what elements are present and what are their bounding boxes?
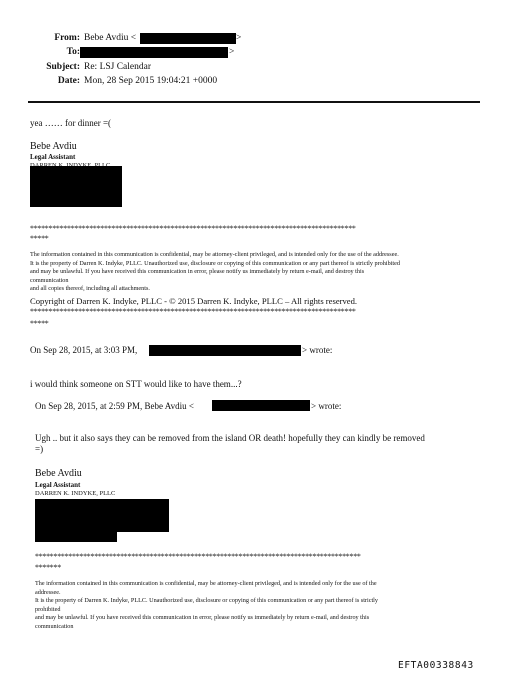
quote1-prefix: On Sep 28, 2015, at 3:03 PM, — [30, 345, 138, 355]
disclaimer1-line-5: and all copies thereof, including all attachments. — [30, 285, 150, 293]
from-label: From: — [54, 33, 80, 43]
quote2-prefix: On Sep 28, 2015, at 2:59 PM, Bebe Avdiu < — [35, 401, 194, 411]
subject-label: Subject: — [46, 62, 80, 72]
disclaimer1-stars-3: **************************************************************************************** — [30, 307, 356, 316]
body-line: yea …… for dinner =( — [30, 118, 112, 128]
disclaimer1-stars-1: **************************************************************************************** — [30, 224, 356, 233]
disclaimer1-line-2: It is the property of Darren K. Indyke, PLLC. Unauthorized use, disclosure or copying of this communication or any part thereof is strictly prohibited — [30, 259, 400, 267]
disclaimer1-line-4: communication — [30, 276, 69, 284]
redaction-sig1 — [30, 166, 122, 207]
date-label: Date: — [57, 76, 80, 86]
date-value: Mon, 28 Sep 2015 19:04:21 +0000 — [84, 76, 218, 86]
disclaimer2-stars-2: ******* — [35, 563, 61, 572]
from-value: Bebe Avdiu < — [84, 33, 137, 43]
redaction-sig2-line1 — [35, 499, 169, 532]
disclaimer2-line-6: communication — [35, 622, 74, 630]
header-divider — [28, 101, 480, 103]
redaction-sig2-line2 — [35, 532, 117, 542]
disclaimer1-stars-4: ***** — [30, 319, 49, 328]
redaction-to-email — [80, 47, 228, 58]
reply1-text: i would think someone on STT would like to have them...? — [30, 379, 242, 389]
disclaimer1-stars-2: ***** — [30, 234, 49, 243]
disclaimer1-text — [30, 251, 490, 294]
disclaimer2-line-5: and may be unlawful. If you have received this communication in error, please notify us immediately by return e-mail, and destroy this — [35, 614, 370, 622]
sig2-firm: DARREN K. INDYKE, PLLC — [35, 490, 116, 497]
from-close: > — [236, 33, 242, 43]
disclaimer1-line-3: and may be unlawful. If you have received this communication in error, please notify us immediately by return e-mail, and destroy this — [30, 268, 365, 276]
redaction-from-email — [140, 33, 236, 44]
to-label: To: — [66, 47, 80, 57]
disclaimer2-line-3: It is the property of Darren K. Indyke, PLLC. Unauthorized use, disclosure or copying of this communication or any part thereof is strictly — [35, 597, 378, 605]
to-close: > — [229, 47, 235, 57]
disclaimer2-line-4: prohibited — [35, 605, 61, 613]
redaction-quote2-email — [212, 400, 310, 411]
reply2-line-2: =) — [35, 444, 44, 454]
subject-value: Re: LSJ Calendar — [84, 62, 152, 72]
redaction-quote1-email — [149, 345, 301, 356]
quote2-suffix: > wrote: — [311, 401, 342, 411]
quote1-suffix: > wrote: — [302, 345, 333, 355]
sig2-title: Legal Assistant — [35, 481, 81, 489]
disclaimer2-text — [35, 580, 490, 632]
disclaimer2-stars-1: **************************************************************************************** — [35, 552, 361, 561]
disclaimer1-line-1: The information contained in this communication is confidential, may be attorney-client privileged, and is intended only for the use of the addressee. — [30, 251, 399, 258]
reply2-line-1: Ugh .. but it also says they can be removed from the island OR death! hopefully they can kindly be removed — [35, 433, 425, 443]
disclaimer1-copyright: Copyright of Darren K. Indyke, PLLC - © 2015 Darren K. Indyke, PLLC – All rights reserved. — [30, 296, 358, 306]
sig2-name: Bebe Avdiu — [35, 468, 82, 479]
disclaimer2-line-2: addressee. — [35, 588, 61, 596]
document-id: EFTA00338843 — [398, 660, 474, 671]
disclaimer2-line-1: The information contained in this communication is confidential, may be attorney-client privileged, and is intended only for the use of the — [35, 580, 377, 587]
sig1-name: Bebe Avdiu — [30, 141, 77, 152]
sig1-title: Legal Assistant — [30, 153, 76, 161]
